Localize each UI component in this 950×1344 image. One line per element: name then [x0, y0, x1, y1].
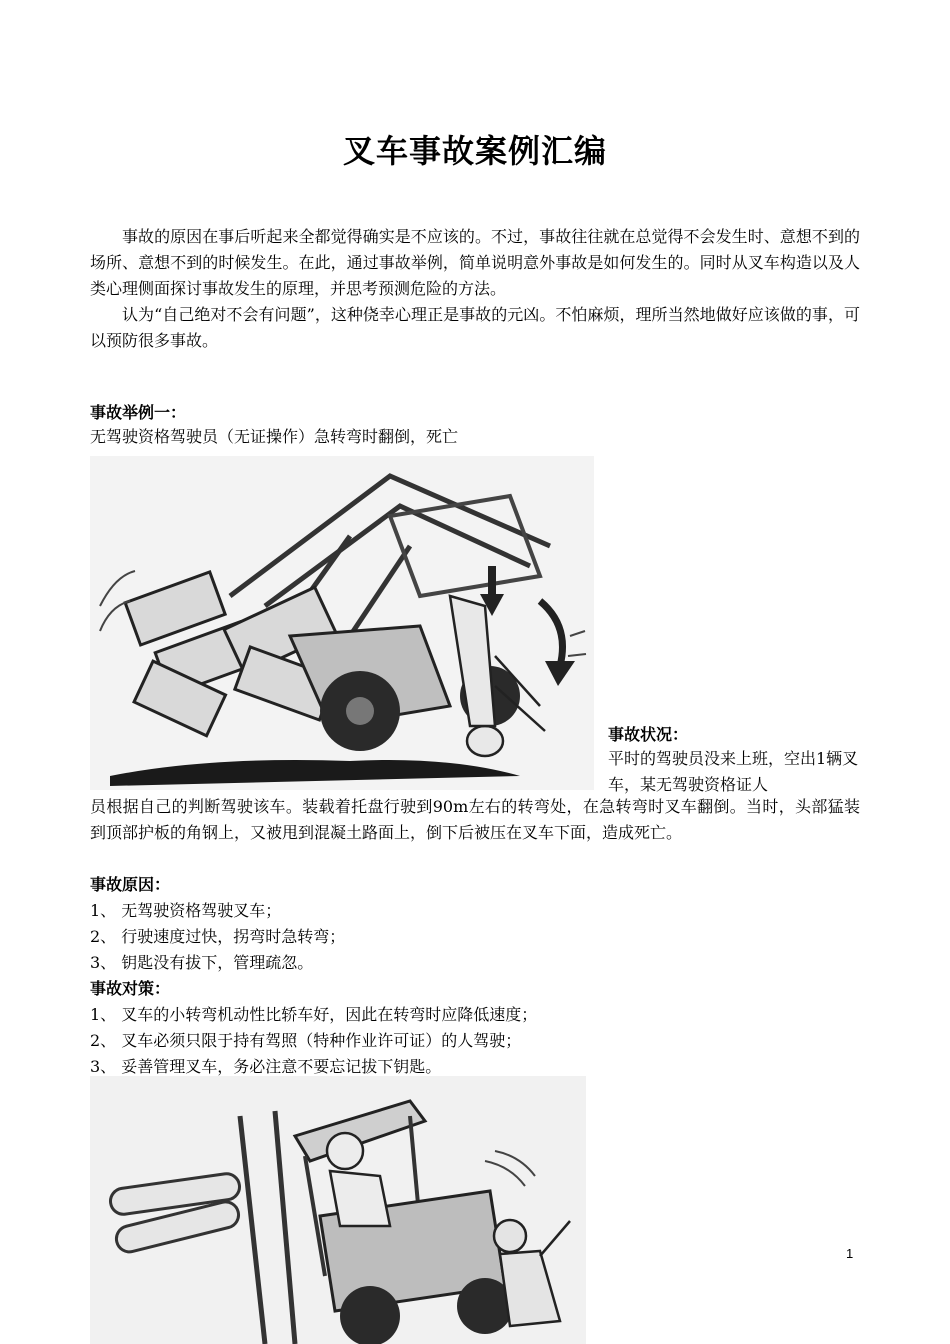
document-title: 叉车事故案例汇编	[342, 132, 607, 170]
situation-text-continued: 员根据自己的判断驾驶该车。装载着托盘行驶到90m左右的转弯处，在急转弯时叉车翻倒。当时，头部猛装到顶部护板的角钢上，又被甩到混凝土路面上，倒下后被压在叉车下面，造成死亡。	[90, 797, 860, 842]
situation-heading: 事故状况：	[608, 725, 689, 744]
cause-section	[90, 872, 860, 1080]
cause-item: 1、 无驾驶资格驾驶叉车；	[90, 901, 282, 920]
cause-item: 3、 钥匙没有拔下，管理疏忽。	[90, 953, 314, 972]
measure-item: 3、 妥善管理叉车，务必注意不要忘记拔下钥匙。	[90, 1057, 442, 1076]
cause-item: 2、 行驶速度过快，拐弯时急转弯；	[90, 927, 346, 946]
page-number: 1	[846, 1246, 854, 1261]
measure-item: 2、 叉车必须只限于持有驾照（特种作业许可证）的人驾驶；	[90, 1031, 522, 1050]
forklift-tipover-illustration	[90, 456, 594, 790]
intro-paragraph-1: 事故的原因在事后听起来全都觉得确实是不应该的。不过，事故往往就在总觉得不会发生时、意想不到的场所、意想不到的时候发生。在此，通过事故举例，简单说明意外事故是如何发生的。同时从叉车构造以及人类心理侧面探讨事故发生的原理，并思考预测危险的方法。	[90, 227, 860, 298]
forklift-driver-falling-illustration	[90, 1076, 586, 1344]
case1-subtitle: 无驾驶资格驾驶员（无证操作）急转弯时翻倒，死亡	[90, 427, 459, 446]
intro-section	[90, 224, 860, 354]
measure-item: 1、 叉车的小转弯机动性比轿车好，因此在转弯时应降低速度；	[90, 1005, 538, 1024]
measure-heading: 事故对策：	[90, 979, 171, 998]
situation-text-side: 平时的驾驶员没来上班，空出1辆叉车，某无驾驶资格证人	[608, 749, 859, 794]
case1-heading: 事故举例一：	[90, 403, 187, 422]
intro-paragraph-2: 认为“自己绝对不会有问题”，这种侥幸心理正是事故的元凶。不怕麻烦，理所当然地做好应该做的事，可以预防很多事故。	[90, 305, 860, 350]
cause-heading: 事故原因：	[90, 875, 171, 894]
